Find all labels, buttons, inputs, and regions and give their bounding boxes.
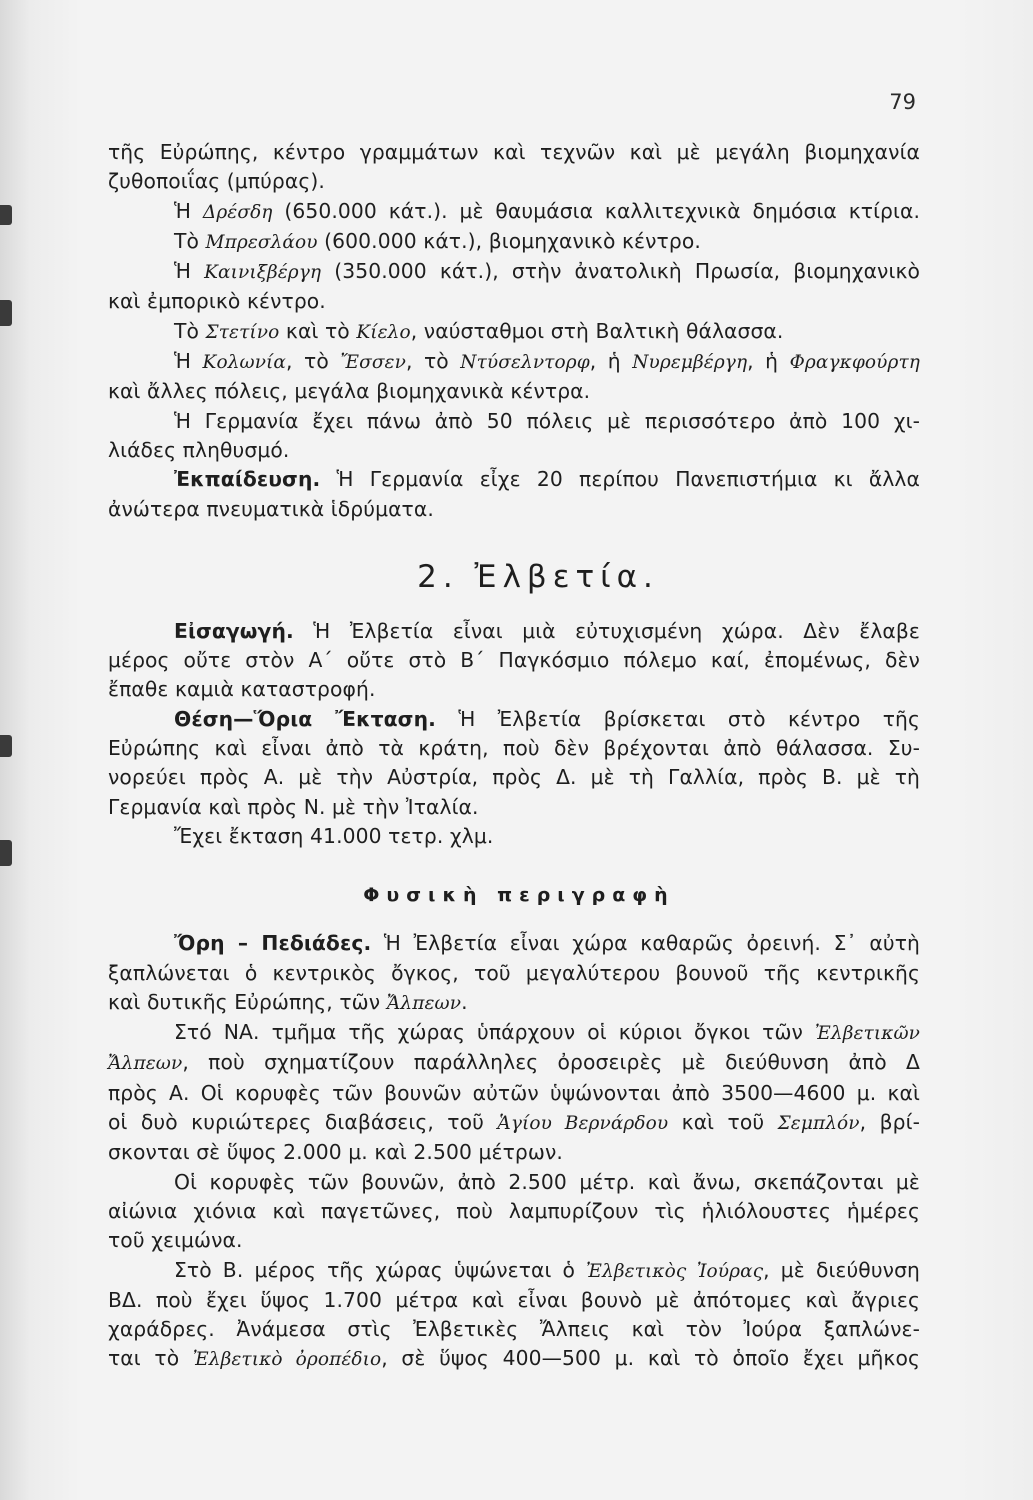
text-run: καὶ δυτικῆς Εὐρώπης, τῶν — [108, 989, 387, 1014]
bold-term: Εἰσαγωγή. — [174, 618, 294, 643]
page-edge-mark — [0, 735, 12, 757]
text-run: σκονται σὲ ὕψος 2.000 μ. καὶ 2.500 μέτρων. — [108, 1140, 563, 1165]
text-line — [108, 617, 920, 646]
text-run: (350.000 κάτ.), στὴν ἀνατολικὴ Πρωσία, βιομηχανικὸ — [321, 259, 920, 284]
text-line — [108, 197, 920, 227]
text-line — [108, 1226, 920, 1255]
text-run: Στό ΝΑ. τμῆμα τῆς χώρας ὑπάρχουν οἱ κύριοι ὄγκοι τῶν — [174, 1020, 816, 1045]
text-line — [108, 763, 920, 792]
italic-name: Ἐλβετικὸ ὀροπέδιο — [192, 1349, 382, 1371]
text-run: Τὸ — [174, 318, 206, 343]
text-run: Ἡ Ἐλβετία εἶναι χώρα καθαρῶς ὀρεινή. Σ᾽ αὐτὴ — [371, 931, 920, 956]
italic-name: Ἄλπεων — [108, 1053, 183, 1075]
text-run: Ἡ — [174, 349, 203, 374]
text-line — [108, 822, 920, 851]
text-run: , ναύσταθμοι στὴ Βαλτικὴ θάλασσα. — [410, 318, 784, 343]
text-run: Γερμανία καὶ πρὸς Ν. μὲ τὴν Ἰταλία. — [108, 794, 479, 819]
paragraphs-physical-description — [108, 929, 920, 1374]
text-run: Στὸ Β. μέρος τῆς χώρας ὑψώνεται ὁ — [174, 1257, 587, 1282]
text-run: , σὲ ὕψος 400—500 μ. καὶ τὸ ὁποῖο ἔχει μῆκος — [381, 1346, 920, 1371]
page-edge-mark — [0, 205, 12, 225]
text-run: λιάδες πληθυσμό. — [108, 437, 290, 462]
text-line — [108, 1168, 920, 1197]
text-line — [108, 495, 920, 524]
text-line — [108, 1344, 920, 1374]
text-run: . — [461, 989, 468, 1014]
text-run: , μὲ διεύθυνση — [763, 1257, 920, 1282]
text-run: Ἡ — [174, 198, 203, 223]
text-run: , τὸ — [286, 349, 341, 374]
text-run: ται τὸ — [108, 1346, 193, 1371]
text-line — [108, 1197, 920, 1226]
text-line — [108, 138, 920, 167]
text-line — [108, 465, 920, 494]
text-line — [108, 646, 920, 675]
bold-term: Ἐκπαίδευση. — [174, 467, 321, 492]
italic-name: Ἐλβετικὸς Ἰούρας — [586, 1260, 764, 1282]
bold-term: Ὄρη – Πεδιάδες. — [174, 931, 372, 956]
text-run: , ἡ — [747, 349, 790, 374]
italic-name: Ἁγίου Βερνάρδου — [497, 1113, 669, 1135]
paragraphs-switzerland-intro — [108, 617, 920, 851]
text-run: Ἡ Γερμανία ἔχει πάνω ἀπὸ 50 πόλεις μὲ περισσότερο ἀπὸ 100 χι- — [174, 408, 920, 433]
text-line — [108, 675, 920, 704]
text-run: Ἔχει ἔκταση 41.000 τετρ. χλμ. — [174, 823, 494, 848]
text-run: Εὐρώπης καὶ εἶναι ἀπὸ τὰ κράτη, ποὺ δὲν βρέχονται ἀπὸ θάλασσα. Συ- — [108, 736, 920, 761]
text-run: μέρος οὔτε στὸν Α΄ οὔτε στὸ Β΄ Παγκόσμιο πόλεμο καί, ἐπομένως, δὲν — [108, 648, 920, 673]
paragraphs-germany-cities — [108, 138, 920, 524]
text-run: Τὸ — [174, 228, 206, 253]
text-line — [108, 347, 920, 377]
text-line — [108, 1079, 920, 1108]
italic-name: Στετίνο — [205, 321, 280, 343]
text-run: ἔπαθε καμιὰ καταστροφή. — [108, 677, 376, 702]
italic-name: Ἄλπεων — [386, 992, 462, 1014]
text-run: Ἡ Ἐλβετία βρίσκεται στὸ κέντρο τῆς — [435, 706, 921, 731]
text-line — [108, 793, 920, 822]
italic-name: Κίελο — [356, 321, 411, 343]
text-run: καὶ ἐμπορικὸ κέντρο. — [108, 289, 326, 314]
text-line — [108, 1048, 920, 1078]
italic-name: Ἐλβετικῶν — [815, 1023, 920, 1045]
text-run: , τὸ — [405, 349, 461, 374]
text-run: τῆς Εὐρώπης, κέντρο γραμμάτων καὶ τεχνῶν καὶ μὲ μεγάλη βιομηχανία — [108, 140, 920, 164]
text-run: , ποὺ σχηματίζουν παράλληλες ὀροσειρὲς μὲ διεύθυνση ἀπὸ Δ — [182, 1050, 920, 1075]
text-run: ἀνώτερα πνευματικὰ ἱδρύματα. — [108, 496, 434, 521]
page-edge-mark — [0, 840, 12, 866]
text-line — [108, 929, 920, 958]
italic-name: Νυρεμβέργη — [632, 352, 748, 374]
text-line — [108, 436, 920, 465]
text-run: Ἡ Ἐλβετία εἶναι μιὰ εὐτυχισμένη χώρα. Δὲν ἔλαβε — [293, 618, 920, 643]
text-line — [108, 1108, 920, 1138]
text-line — [108, 257, 920, 287]
text-run: , βρί- — [859, 1110, 920, 1135]
text-run: Ἡ Γερμανία εἶχε 20 περίπου Πανεπιστήμια κι ἄλλα — [320, 467, 920, 492]
page-edge-mark — [0, 300, 12, 326]
text-line — [108, 377, 920, 406]
italic-name: Καινιξβέργη — [204, 262, 322, 284]
text-line — [108, 317, 920, 347]
text-run: τοῦ χειμώνα. — [108, 1228, 243, 1253]
bold-term: Θέση—Ὅρια Ἔκταση. — [174, 706, 436, 731]
italic-name: Ντύσελντορφ — [460, 352, 590, 374]
text-run: πρὸς Α. Οἱ κορυφὲς τῶν βουνῶν αὐτῶν ὑψώνονται ἀπὸ 3500—4600 μ. καὶ — [108, 1080, 920, 1105]
section-heading: 2. Ἐλβετία. — [417, 558, 659, 595]
text-line — [108, 959, 920, 988]
sub-heading: Φυσικὴ περιγραφὴ — [363, 884, 675, 907]
text-line — [108, 1256, 920, 1286]
text-run: , ἡ — [589, 349, 633, 374]
text-run: καὶ τὸ — [279, 318, 357, 343]
text-line — [108, 1315, 920, 1344]
text-run: (650.000 κάτ.). μὲ θαυμάσια καλλιτεχνικὰ δημόσια κτίρια. — [272, 198, 920, 223]
italic-name: Δρέσδη — [202, 201, 273, 223]
text-run: ξαπλώνεται ὁ κεντρικὸς ὄγκος, τοῦ μεγαλύτερου βουνοῦ τῆς κεντρικῆς — [108, 960, 920, 985]
text-line — [108, 705, 920, 734]
text-line — [108, 988, 920, 1018]
text-run: οἱ δυὸ κυριώτερες διαβάσεις, τοῦ — [108, 1110, 498, 1135]
text-line — [108, 1286, 920, 1315]
page-number: 79 — [889, 90, 916, 114]
italic-name: Μπρεσλάου — [205, 231, 318, 253]
italic-name: Φραγκφούρτη — [789, 352, 920, 374]
text-line — [108, 407, 920, 436]
text-run: καὶ τοῦ — [668, 1110, 778, 1135]
italic-name: Ἔσσεν — [340, 352, 406, 374]
text-run: ζυθοποιΐας (μπύρας). — [108, 169, 325, 194]
text-run: καὶ ἄλλες πόλεις, μεγάλα βιομηχανικὰ κέντρα. — [108, 379, 591, 404]
text-run: Οἱ κορυφὲς τῶν βουνῶν, ἀπὸ 2.500 μέτρ. καὶ ἄνω, σκεπάζονται μὲ — [174, 1169, 920, 1194]
text-run: (600.000 κάτ.), βιομηχανικὸ κέντρο. — [317, 228, 701, 253]
text-run: χαράδρες. Ἀνάμεσα στὶς Ἐλβετικὲς Ἄλπεις καὶ τὸν Ἰούρα ξαπλώνε- — [108, 1317, 920, 1342]
text-run: ΒΔ. ποὺ ἔχει ὕψος 1.700 μέτρα καὶ εἶναι βουνὸ μὲ ἀπότομες καὶ ἄγριες — [108, 1287, 920, 1312]
text-line — [108, 734, 920, 763]
text-line — [108, 1018, 920, 1048]
text-line — [108, 227, 920, 257]
italic-name: Σεμπλόν — [777, 1113, 860, 1135]
text-run: Ἡ — [174, 259, 205, 284]
text-line — [108, 287, 920, 316]
body-text — [108, 138, 920, 1375]
text-line — [108, 167, 920, 196]
italic-name: Κολωνία — [202, 352, 286, 374]
text-run: νορεύει πρὸς Α. μὲ τὴν Αὐστρία, πρὸς Δ. μὲ τὴ Γαλλία, πρὸς Β. μὲ τὴ — [108, 765, 920, 790]
text-line — [108, 1138, 920, 1167]
text-run: αἰώνια χιόνια καὶ παγετῶνες, ποὺ λαμπυρίζουν τὶς ἡλιόλουστες ἡμέρες — [108, 1198, 920, 1223]
